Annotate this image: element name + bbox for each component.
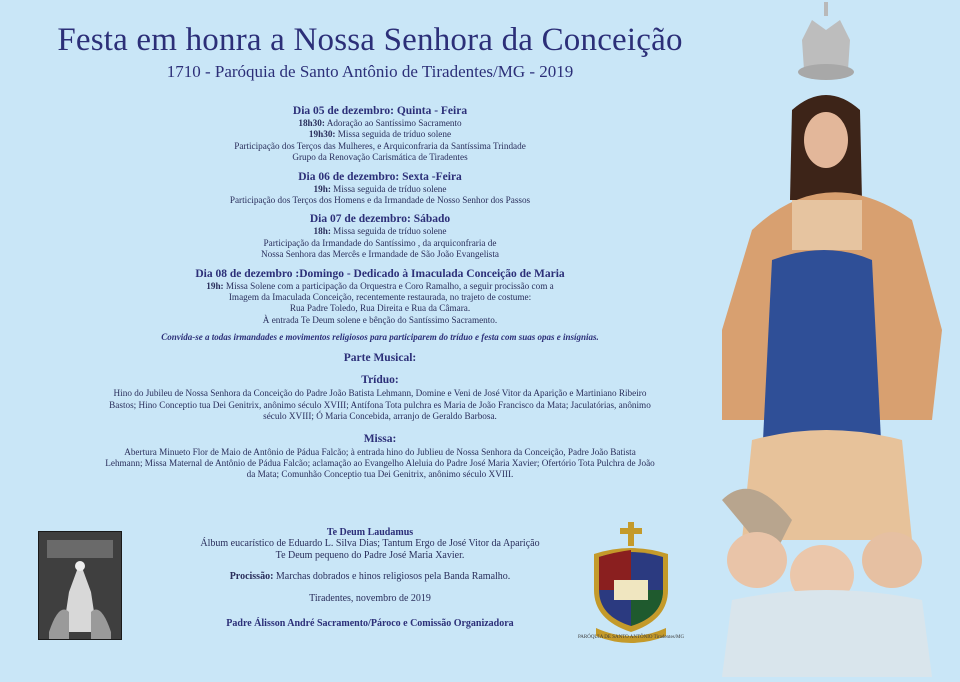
- page-subtitle: 1710 - Paróquia de Santo Antônio de Tiradentes/MG - 2019: [166, 62, 574, 81]
- crest-icon: [586, 520, 676, 650]
- tedeum-line: Te Deum pequeno do Padre José Maria Xavier.: [275, 550, 465, 562]
- place-date: Tiradentes, novembro de 2019: [309, 593, 431, 605]
- tedeum-line: Álbum eucarístico de Eduardo L. Silva Dias; Tantum Ergo de José Vitor da Aparição: [200, 538, 540, 549]
- program-line: Imagem da Imaculada Conceição, recentemente restaurada, no trajeto de costume:: [228, 292, 532, 303]
- historic-photo: [38, 531, 122, 640]
- program-line: Rua Padre Toledo, Rua Direita e Rua da Câmara.: [289, 303, 471, 314]
- day-block-2: [105, 170, 655, 207]
- historic-photo-image: [39, 532, 121, 639]
- program-line: Missa Solene com a participação da Orquestra e Coro Ramalho, a seguir procissão com a: [225, 280, 554, 291]
- procissao-text: Marchas dobrados e hinos religiosos pela Banda Ramalho.: [275, 570, 511, 582]
- triduo-text: Hino do Jubileu de Nossa Senhora da Conceição do Padre João Batista Lehmann, Domine e Veni de José Vitor da Aparição e Martiniano Ribeiro Bastos; Hino Conceptio tua Dei Genitrix, anônimo século XVIII; Antífona Tota pulchra es Maria de João Francisco da Mata; Jaculatórias, anônimo século XVIII; Ó Maria Concebida, arranjo de Geraldo Barbosa.: [109, 388, 651, 422]
- day-heading: Dia 05 de dezembro: Quinta - Feira: [292, 105, 468, 117]
- tedeum-heading: Te Deum Laudamus: [326, 527, 414, 538]
- triduo-heading: Tríduo:: [361, 374, 399, 387]
- program-line: Participação dos Terços das Mulheres, e Arquiconfraria da Santíssima Trindade: [234, 140, 526, 151]
- program-line: Nossa Senhora das Mercês e Irmandade de São João Evangelista: [260, 249, 500, 260]
- time-label: 18h30:: [298, 118, 325, 128]
- program-line: Missa seguida de tríduo solene: [333, 183, 447, 194]
- day-heading: Dia 06 de dezembro: Sexta -Feira: [298, 170, 462, 183]
- musical-heading: Parte Musical:: [343, 352, 417, 365]
- missa-heading: Missa:: [363, 432, 397, 445]
- closing-section: [130, 527, 610, 629]
- program-line: Participação dos Terços dos Homens e da Irmandade de Nosso Senhor dos Passos: [229, 195, 531, 206]
- day-heading: Dia 08 de dezembro :Domingo - Dedicado à Imaculada Conceição de Maria: [195, 267, 565, 280]
- program: [105, 104, 655, 481]
- missa-text: Abertura Minueto Flor de Maio de Antônio de Pádua Falcão; à entrada hino do Jublieu de Nossa Senhora da Conceição, Padre João Batista Lehmann; Missa Maternal de Antônio de Pádua Falcão; aclamação ao Evangelho Aleluia do Padre José Maria Xavier; Ofertório Tota Pulchra de João da Mata; Comunhão Conceptio tua Dei Genitrix, anônimo século XVIII.: [105, 446, 655, 480]
- procissao-label: Procissão:: [229, 570, 274, 582]
- time-label: 19h30:: [308, 129, 336, 140]
- time-label: 19h:: [313, 183, 331, 194]
- day-block-1: [105, 104, 655, 164]
- program-line: Missa seguida de tríduo solene: [337, 129, 452, 140]
- invitation-text: Convida-se a todas irmandades e movimentos religiosos para participarem do tríduo e festa com suas opas e insígnias.: [161, 332, 599, 343]
- statue-illustration: [712, 0, 952, 677]
- program-line: À entrada Te Deum solene e bênção do Santíssimo Sacramento.: [262, 314, 498, 325]
- day-heading: Dia 07 de dezembro: Sábado: [309, 213, 451, 226]
- parish-crest: [586, 520, 676, 650]
- virgin-statue-image: [712, 0, 952, 677]
- program-line: Participação da Irmandade do Santíssimo , da arquiconfraria de: [263, 237, 497, 248]
- time-label: 18h:: [313, 226, 331, 237]
- time-label: 19h:: [206, 280, 224, 291]
- day-block-3: [105, 212, 655, 260]
- program-line: Grupo da Renovação Carismática de Tiradentes: [292, 152, 468, 163]
- program-line: Missa seguida de tríduo solene: [333, 226, 447, 237]
- program-line: Adoração ao Santíssimo Sacramento: [326, 118, 462, 128]
- page-title: Festa em honra a Nossa Senhora da Conceição: [57, 22, 683, 58]
- signature: Padre Álisson André Sacramento/Pároco e Comissão Organizadora: [226, 617, 514, 629]
- day-block-4: [105, 267, 655, 327]
- crest-caption: PARÓQUIA DE SANTO ANTÔNIO Tiradentes/MG: [577, 635, 685, 640]
